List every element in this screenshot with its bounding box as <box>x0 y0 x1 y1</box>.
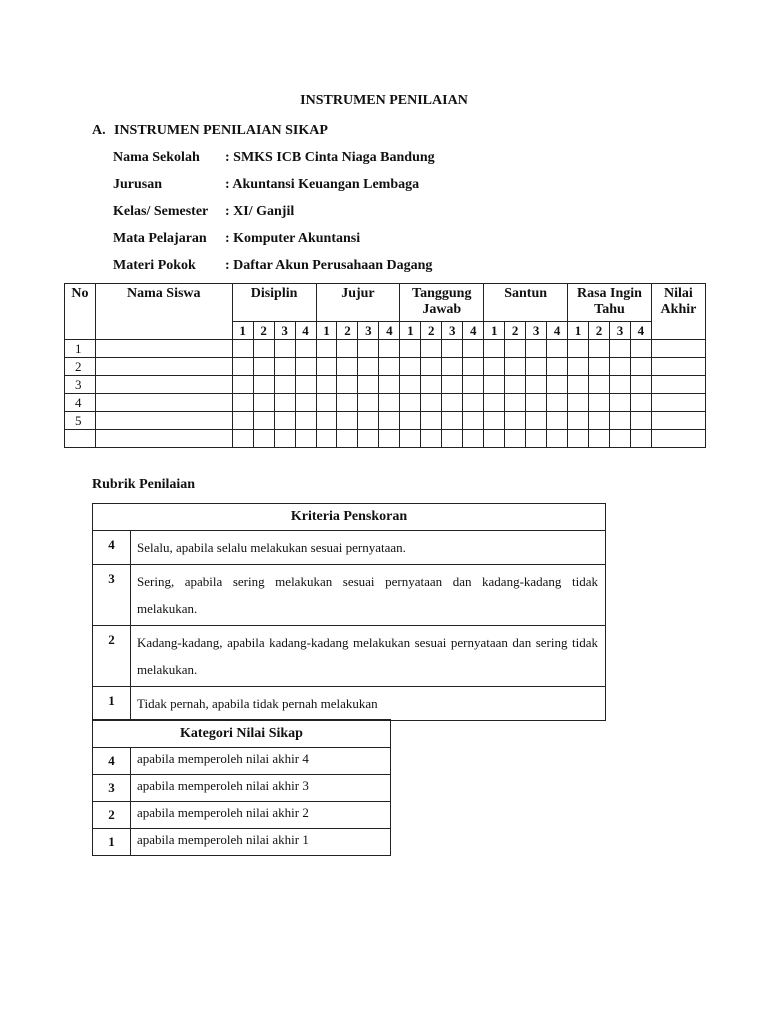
score-cell <box>609 376 630 394</box>
score-cell <box>589 340 610 358</box>
score-cell <box>547 376 568 394</box>
info-row-school <box>113 150 435 166</box>
final-score-cell <box>651 358 705 376</box>
score-cell <box>274 340 295 358</box>
score-cell <box>526 430 547 448</box>
table-row <box>65 394 706 412</box>
category-score: 2 <box>93 802 131 829</box>
criteria-score: 2 <box>93 626 131 687</box>
final-score-cell <box>651 430 705 448</box>
final-score-cell <box>651 376 705 394</box>
score-cell <box>253 394 274 412</box>
sub-score: 3 <box>358 322 379 340</box>
score-cell <box>630 340 651 358</box>
score-cell <box>421 430 442 448</box>
score-cell <box>609 412 630 430</box>
score-cell <box>630 430 651 448</box>
sub-score: 4 <box>295 322 316 340</box>
table-row <box>65 376 706 394</box>
score-cell <box>526 412 547 430</box>
score-cell <box>609 358 630 376</box>
criteria-description: Selalu, apabila selalu melakukan sesuai pernyataan. <box>131 531 606 565</box>
category-score: 4 <box>93 748 131 775</box>
score-cell <box>274 394 295 412</box>
table-row <box>65 340 706 358</box>
score-cell <box>463 340 484 358</box>
score-cell <box>337 340 358 358</box>
header-aspect: Tanggung Jawab <box>400 284 484 322</box>
score-cell <box>442 340 463 358</box>
score-cell <box>463 376 484 394</box>
criteria-header: Kriteria Penskoran <box>93 504 606 531</box>
sub-score: 2 <box>253 322 274 340</box>
score-cell <box>568 412 589 430</box>
score-cell <box>358 340 379 358</box>
score-cell <box>630 412 651 430</box>
score-cell <box>484 340 505 358</box>
student-name-cell <box>95 412 232 430</box>
row-number: 3 <box>65 376 96 394</box>
category-description: apabila memperoleh nilai akhir 1 <box>131 829 391 856</box>
table-row <box>93 626 606 687</box>
final-score-cell <box>651 394 705 412</box>
sub-score: 4 <box>463 322 484 340</box>
score-cell <box>379 340 400 358</box>
info-value: : Komputer Akuntansi <box>225 231 361 246</box>
score-cell <box>400 430 421 448</box>
info-value: : Daftar Akun Perusahaan Dagang <box>225 258 433 273</box>
score-cell <box>463 358 484 376</box>
score-cell <box>442 430 463 448</box>
score-cell <box>505 340 526 358</box>
sub-score: 4 <box>547 322 568 340</box>
score-cell <box>463 412 484 430</box>
section-title: INSTRUMEN PENILAIAN SIKAP <box>114 123 328 138</box>
score-cell <box>484 394 505 412</box>
score-cell <box>274 358 295 376</box>
info-label: Kelas/ Semester <box>113 204 209 219</box>
info-value: : XI/ Ganjil <box>225 204 295 219</box>
score-cell <box>253 376 274 394</box>
score-cell <box>337 394 358 412</box>
score-cell <box>526 358 547 376</box>
score-cell <box>379 376 400 394</box>
sub-score: 1 <box>568 322 589 340</box>
student-name-cell <box>95 340 232 358</box>
score-cell <box>379 358 400 376</box>
section-letter: A. <box>92 123 106 138</box>
section-heading <box>92 123 328 139</box>
score-cell <box>505 430 526 448</box>
score-cell <box>547 358 568 376</box>
category-header: Kategori Nilai Sikap <box>93 720 391 748</box>
row-number: 4 <box>65 394 96 412</box>
score-cell <box>358 394 379 412</box>
sub-score: 3 <box>609 322 630 340</box>
score-cell <box>337 358 358 376</box>
student-name-cell <box>95 376 232 394</box>
student-name-cell <box>95 358 232 376</box>
score-cell <box>295 394 316 412</box>
header-final-score: Nilai Akhir <box>651 284 705 340</box>
score-cell <box>337 412 358 430</box>
sub-score: 1 <box>484 322 505 340</box>
row-number: 5 <box>65 412 96 430</box>
score-cell <box>463 394 484 412</box>
score-cell <box>630 376 651 394</box>
score-cell <box>232 412 253 430</box>
sub-score: 3 <box>274 322 295 340</box>
score-cell <box>274 412 295 430</box>
score-cell <box>253 412 274 430</box>
score-cell <box>442 412 463 430</box>
score-cell <box>316 430 337 448</box>
category-description: apabila memperoleh nilai akhir 4 <box>131 748 391 775</box>
score-cell <box>589 376 610 394</box>
score-cell <box>400 340 421 358</box>
score-cell <box>400 412 421 430</box>
score-cell <box>316 358 337 376</box>
score-cell <box>526 340 547 358</box>
page-title: INSTRUMEN PENILAIAN <box>300 93 468 108</box>
score-cell <box>253 358 274 376</box>
header-aspect: Jujur <box>316 284 400 322</box>
criteria-score: 3 <box>93 565 131 626</box>
table-row <box>93 802 391 829</box>
table-row <box>65 358 706 376</box>
criteria-description: Tidak pernah, apabila tidak pernah melakukan <box>131 687 606 721</box>
sub-score: 2 <box>337 322 358 340</box>
criteria-score: 1 <box>93 687 131 721</box>
score-cell <box>547 340 568 358</box>
score-cell <box>442 394 463 412</box>
score-cell <box>337 430 358 448</box>
score-cell <box>505 358 526 376</box>
score-cell <box>358 376 379 394</box>
score-cell <box>505 376 526 394</box>
table-row <box>65 412 706 430</box>
sub-score: 1 <box>400 322 421 340</box>
score-cell <box>337 376 358 394</box>
score-cell <box>274 376 295 394</box>
info-row-class <box>113 204 294 220</box>
info-value: : Akuntansi Keuangan Lembaga <box>225 177 420 192</box>
score-cell <box>547 430 568 448</box>
score-cell <box>232 340 253 358</box>
info-label: Jurusan <box>113 177 163 192</box>
sub-score: 1 <box>316 322 337 340</box>
sub-score: 2 <box>505 322 526 340</box>
row-number: 2 <box>65 358 96 376</box>
score-cell <box>484 358 505 376</box>
score-cell <box>526 394 547 412</box>
score-cell <box>547 412 568 430</box>
info-label: Mata Pelajaran <box>113 231 207 246</box>
score-cell <box>316 394 337 412</box>
score-cell <box>568 430 589 448</box>
score-cell <box>421 340 442 358</box>
score-cell <box>630 358 651 376</box>
header-aspect: Disiplin <box>232 284 316 322</box>
score-cell <box>400 376 421 394</box>
score-cell <box>609 430 630 448</box>
score-cell <box>232 358 253 376</box>
score-cell <box>358 430 379 448</box>
row-number <box>65 430 96 448</box>
score-cell <box>295 376 316 394</box>
score-cell <box>295 430 316 448</box>
header-no: No <box>65 284 96 340</box>
table-row <box>93 748 391 775</box>
sub-score: 4 <box>379 322 400 340</box>
row-number: 1 <box>65 340 96 358</box>
score-cell <box>379 394 400 412</box>
score-cell <box>232 430 253 448</box>
score-cell <box>568 376 589 394</box>
score-cell <box>316 376 337 394</box>
table-row <box>65 430 706 448</box>
criteria-score: 4 <box>93 531 131 565</box>
category-description: apabila memperoleh nilai akhir 3 <box>131 775 391 802</box>
score-cell <box>589 430 610 448</box>
score-cell <box>505 394 526 412</box>
score-cell <box>442 358 463 376</box>
score-cell <box>253 430 274 448</box>
score-cell <box>589 358 610 376</box>
table-row <box>93 775 391 802</box>
attitude-category-table <box>92 719 391 856</box>
student-name-cell <box>95 394 232 412</box>
rubric-heading: Rubrik Penilaian <box>92 477 196 492</box>
score-cell <box>400 358 421 376</box>
score-cell <box>609 340 630 358</box>
final-score-cell <box>651 340 705 358</box>
score-cell <box>358 412 379 430</box>
score-cell <box>421 358 442 376</box>
info-label: Materi Pokok <box>113 258 196 273</box>
score-cell <box>568 358 589 376</box>
score-cell <box>379 412 400 430</box>
category-description: apabila memperoleh nilai akhir 2 <box>131 802 391 829</box>
header-aspect: Santun <box>484 284 568 322</box>
score-cell <box>421 376 442 394</box>
criteria-description: Sering, apabila sering melakukan sesuai pernyataan dan kadang-kadang tidak melakukan. <box>131 565 606 626</box>
score-cell <box>484 430 505 448</box>
table-row <box>93 829 391 856</box>
score-cell <box>358 358 379 376</box>
score-cell <box>232 394 253 412</box>
category-score: 1 <box>93 829 131 856</box>
score-cell <box>589 412 610 430</box>
score-cell <box>400 394 421 412</box>
score-cell <box>379 430 400 448</box>
info-row-subject <box>113 231 360 247</box>
sub-score: 3 <box>442 322 463 340</box>
sub-score: 2 <box>589 322 610 340</box>
score-cell <box>316 340 337 358</box>
score-cell <box>421 394 442 412</box>
final-score-cell <box>651 412 705 430</box>
sub-score: 3 <box>526 322 547 340</box>
student-name-cell <box>95 430 232 448</box>
table-row <box>93 531 606 565</box>
score-cell <box>505 412 526 430</box>
score-cell <box>442 376 463 394</box>
header-aspect: Rasa Ingin Tahu <box>568 284 652 322</box>
table-row <box>93 687 606 721</box>
score-cell <box>568 340 589 358</box>
score-cell <box>253 340 274 358</box>
score-cell <box>463 430 484 448</box>
score-cell <box>526 376 547 394</box>
score-cell <box>232 376 253 394</box>
info-label: Nama Sekolah <box>113 150 200 165</box>
sub-score: 2 <box>421 322 442 340</box>
score-cell <box>589 394 610 412</box>
criteria-description: Kadang-kadang, apabila kadang-kadang melakukan sesuai pernyataan dan sering tidak melakukan. <box>131 626 606 687</box>
attitude-assessment-table <box>64 283 706 448</box>
score-cell <box>484 412 505 430</box>
info-value: : SMKS ICB Cinta Niaga Bandung <box>225 150 435 165</box>
score-cell <box>295 340 316 358</box>
score-cell <box>316 412 337 430</box>
table-row <box>93 565 606 626</box>
score-cell <box>274 430 295 448</box>
header-student-name: Nama Siswa <box>95 284 232 340</box>
score-cell <box>547 394 568 412</box>
scoring-criteria-table <box>92 503 606 721</box>
score-cell <box>484 376 505 394</box>
category-score: 3 <box>93 775 131 802</box>
score-cell <box>630 394 651 412</box>
score-cell <box>295 358 316 376</box>
score-cell <box>295 412 316 430</box>
sub-score: 1 <box>232 322 253 340</box>
info-row-topic <box>113 258 432 274</box>
score-cell <box>421 412 442 430</box>
sub-score: 4 <box>630 322 651 340</box>
info-row-major <box>113 177 419 193</box>
score-cell <box>568 394 589 412</box>
score-cell <box>609 394 630 412</box>
